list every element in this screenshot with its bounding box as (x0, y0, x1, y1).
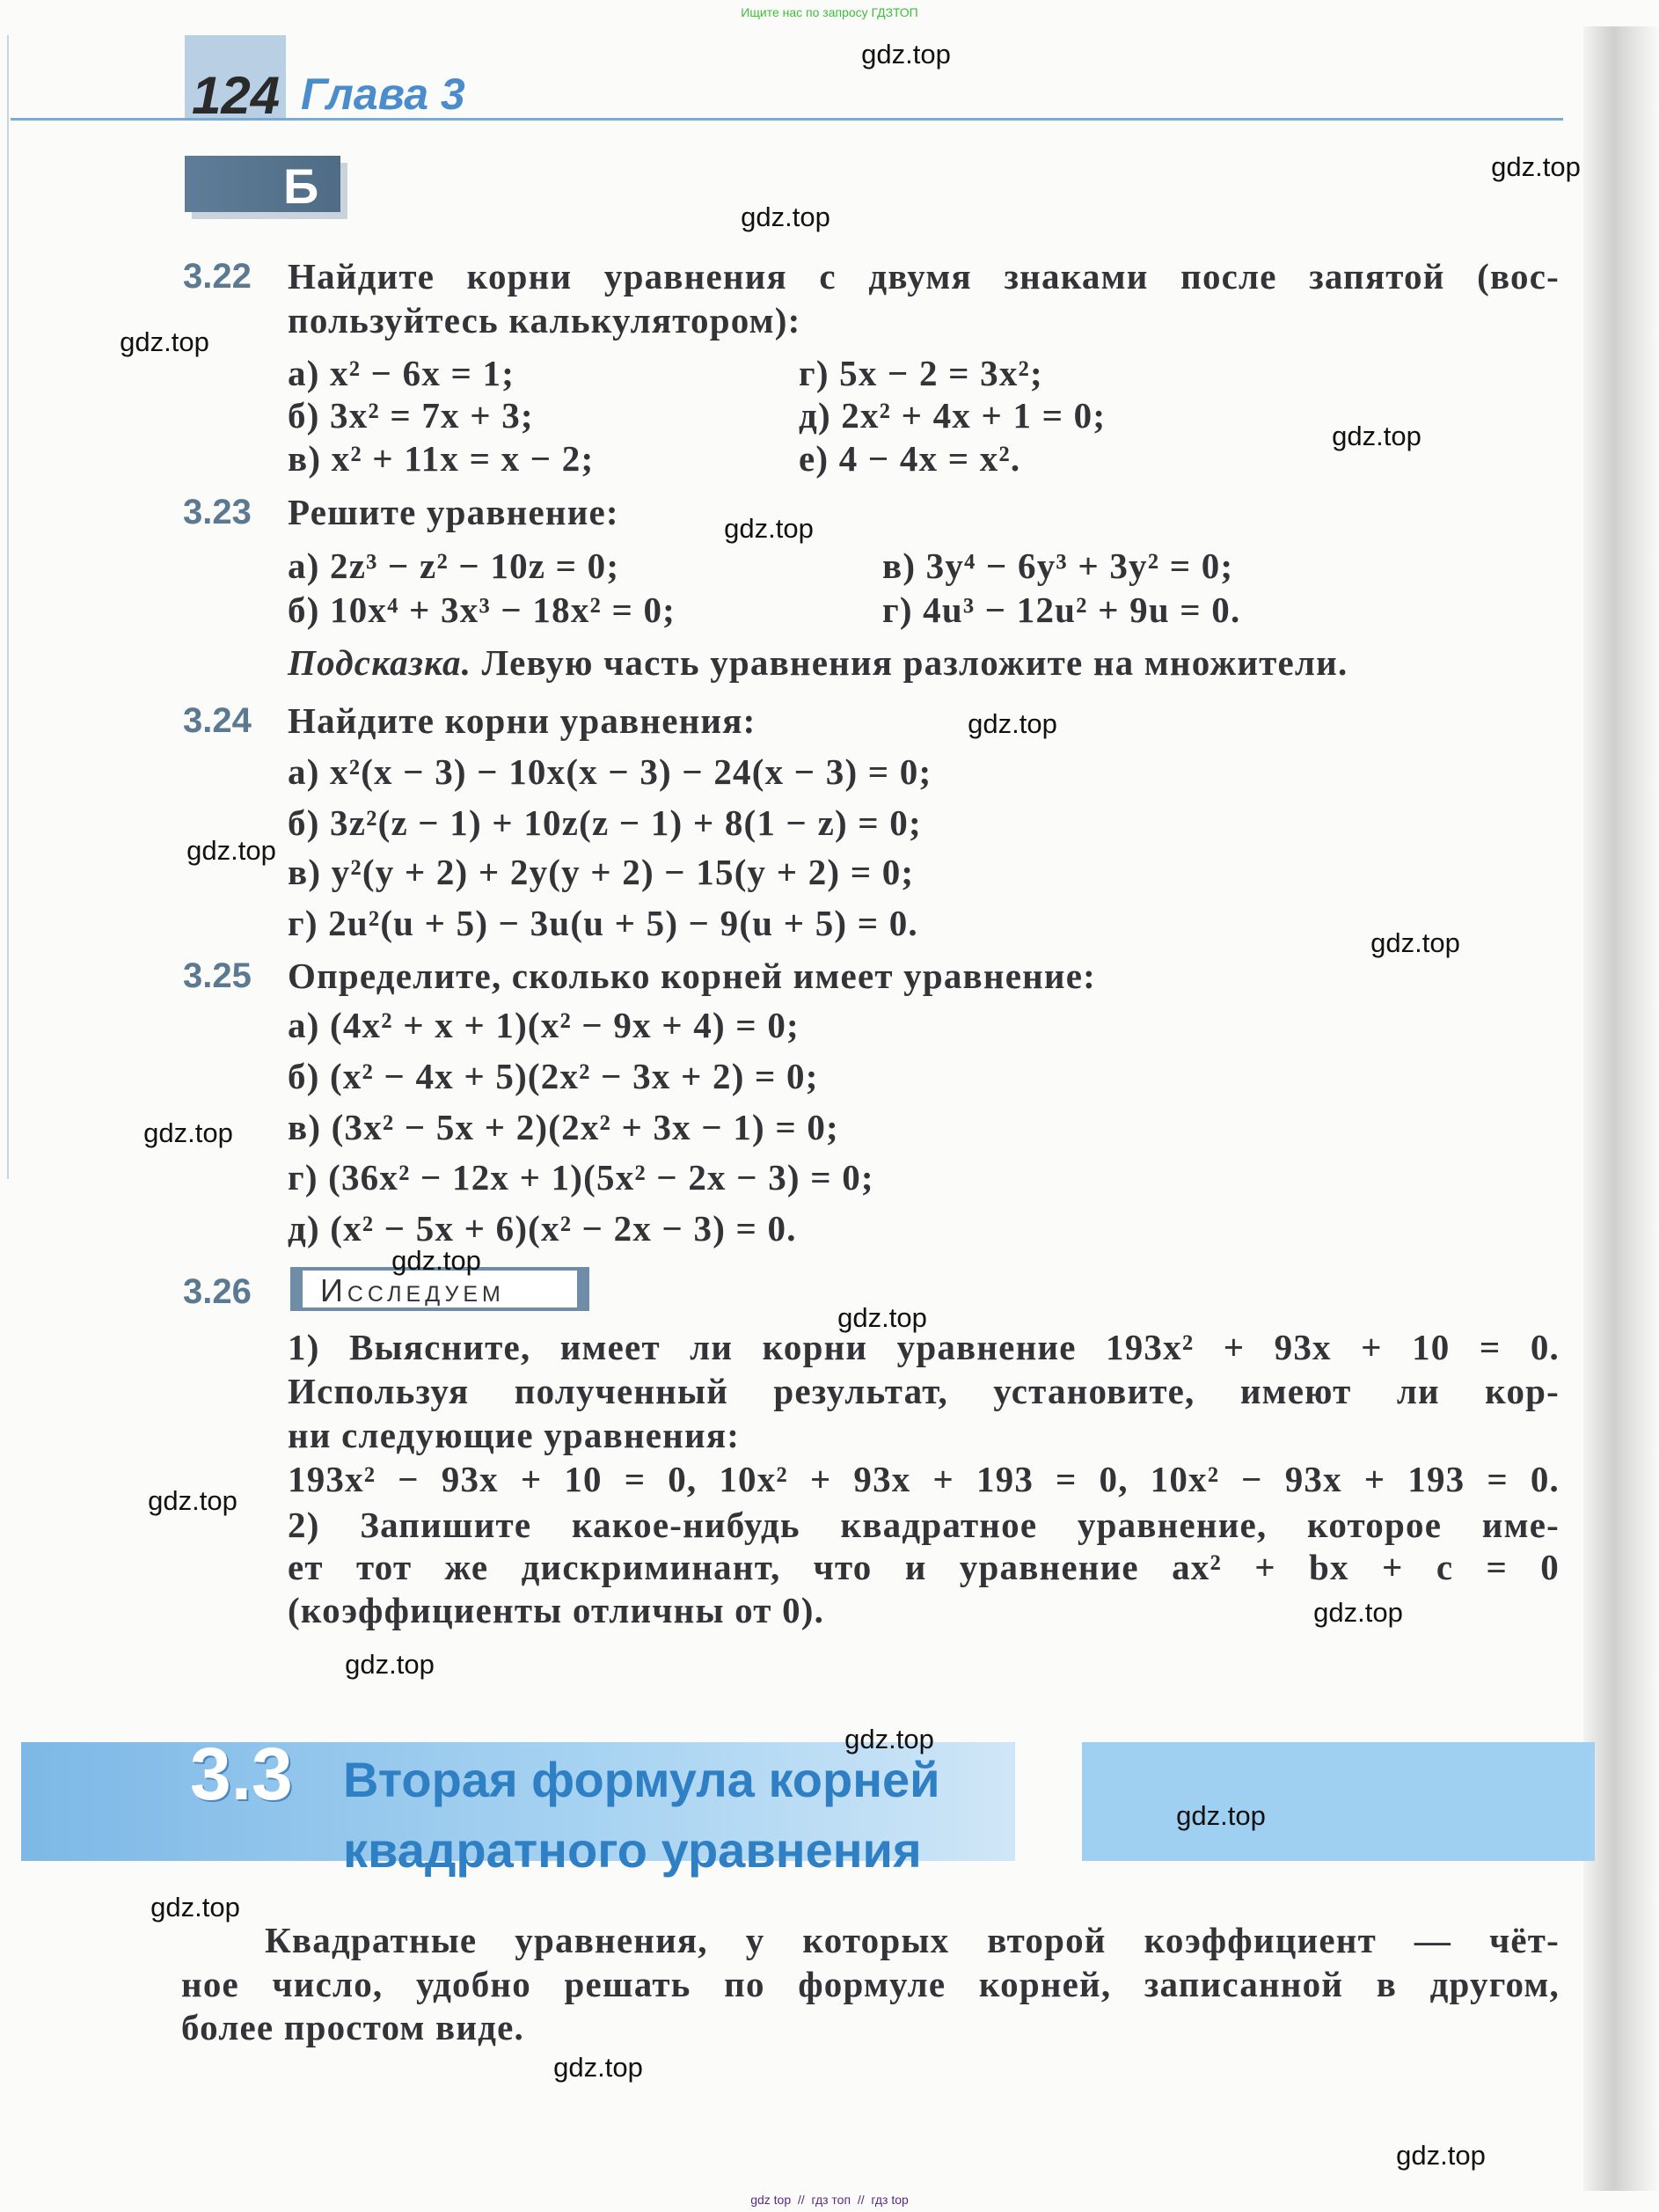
exercise-number: 3.26 (183, 1272, 252, 1311)
exercise-text: Найдите корни уравнения: (288, 700, 756, 741)
equation-item: в) (3x² − 5x + 2)(2x² + 3x − 1) = 0; (288, 1107, 839, 1147)
equation-item: б) (x² − 4x + 5)(2x² − 3x + 2) = 0; (288, 1056, 819, 1096)
equation-item: б) 10x⁴ + 3x³ − 18x² = 0; (288, 590, 676, 630)
equation-item: г) 2u²(u + 5) − 3u(u + 5) − 9(u + 5) = 0. (288, 903, 918, 943)
body-text: ное число, удобно решать по формуле корней, записанной в другом, (181, 1964, 1560, 2004)
watermark: gdz.top (553, 2052, 643, 2083)
exercise-text: 193x² − 93x + 10 = 0, 10x² + 93x + 193 = 0, 10x² − 93x + 193 = 0. (288, 1459, 1560, 1499)
equation-item: в) y²(y + 2) + 2y(y + 2) − 15(y + 2) = 0; (288, 852, 915, 892)
watermark: gdz.top (1396, 2140, 1486, 2171)
equation-item: а) (4x² + x + 1)(x² − 9x + 4) = 0; (288, 1005, 800, 1045)
watermark: gdz.top (150, 1892, 240, 1923)
equation-item: а) x² − 6x = 1; (288, 353, 515, 393)
equation-item: г) 5x − 2 = 3x²; (799, 353, 1043, 393)
exercise-text: Определите, сколько корней имеет уравнение: (288, 956, 1097, 996)
left-margin-line (7, 35, 9, 1179)
exercise-number: 3.23 (183, 493, 252, 531)
watermark: gdz.top (861, 39, 951, 70)
level-badge (185, 156, 340, 212)
exercise-text: пользуйтесь калькулятором): (288, 300, 801, 341)
bottom-banner[interactable]: gdz top // гдз топ // гдз top (750, 2193, 909, 2207)
equation-item: в) 3y⁴ − 6y³ + 3y² = 0; (882, 546, 1234, 586)
right-page-shadow (1583, 26, 1659, 2191)
equation-item: д) 2x² + 4x + 1 = 0; (799, 395, 1107, 436)
section-title-line1: Вторая формула корней (343, 1752, 940, 1807)
chapter-title: Глава 3 (301, 70, 465, 119)
exercise-number: 3.25 (183, 956, 252, 995)
watermark: gdz.top (143, 1117, 233, 1148)
watermark: gdz.top (345, 1649, 435, 1680)
watermark: gdz.top (148, 1485, 238, 1516)
exercise-text: 1) Выясните, имеет ли корни уравнение 193x² + 93x + 10 = 0. (288, 1327, 1560, 1367)
exercise-number: 3.22 (183, 257, 252, 296)
equation-item: е) 4 − 4x = x². (799, 438, 1021, 479)
exercise-text: 2) Запишите какое-нибудь квадратное уравнение, которое име- (288, 1505, 1560, 1545)
watermark: gdz.top (844, 1724, 934, 1754)
watermark: gdz.top (1332, 421, 1421, 451)
exercise-text: (коэффициенты отличны от 0). (288, 1590, 825, 1630)
watermark: gdz.top (1176, 1800, 1266, 1831)
equation-item: г) 4u³ − 12u² + 9u = 0. (882, 590, 1241, 630)
exercise-number: 3.24 (183, 701, 252, 740)
hint-label: Подсказка. (288, 642, 472, 683)
watermark: gdz.top (1491, 151, 1581, 182)
watermark: gdz.top (391, 1245, 481, 1276)
watermark: gdz.top (724, 513, 814, 544)
exercise-text: ет тот же дискриминант, что и уравнение ax² + bx + c = 0 (288, 1547, 1560, 1587)
watermark: gdz.top (837, 1302, 927, 1333)
equation-item: в) x² + 11x = x − 2; (288, 438, 595, 479)
exercise-text: Найдите корни уравнения с двумя знаками после запятой (вос- (288, 256, 1560, 297)
equation-item: а) x²(x − 3) − 10x(x − 3) − 24(x − 3) = 0; (288, 751, 932, 792)
hint-text: Левую часть уравнения разложите на множители. (481, 642, 1348, 683)
watermark: gdz.top (1313, 1597, 1403, 1628)
watermark: gdz.top (120, 326, 209, 357)
body-text: Квадратные уравнения, у которых второй коэффициент — чёт- (265, 1920, 1560, 1960)
top-banner[interactable]: Ищите нас по запросу ГДЗТОП (741, 5, 918, 19)
body-text: более простом виде. (181, 2007, 524, 2047)
level-badge-label: Б (283, 158, 319, 214)
equation-item: б) 3z²(z − 1) + 10z(z − 1) + 8(1 − z) = 0; (288, 802, 922, 843)
exercise-text: Решите уравнение: (288, 492, 619, 532)
equation-item: д) (x² − 5x + 6)(x² − 2x − 3) = 0. (288, 1208, 797, 1249)
watermark: gdz.top (741, 201, 830, 232)
section-number: 3.3 (190, 1732, 293, 1815)
page-number: 124 (192, 66, 281, 125)
equation-item: г) (36x² − 12x + 1)(5x² − 2x − 3) = 0; (288, 1157, 874, 1198)
section-band-right (1082, 1742, 1595, 1861)
watermark: gdz.top (186, 835, 276, 866)
hint (288, 641, 1348, 684)
equation-item: б) 3x² = 7x + 3; (288, 395, 534, 436)
section-title-line2: квадратного уравнения (343, 1822, 922, 1878)
exercise-text: Используя полученный результат, установите, имеют ли кор- (288, 1371, 1560, 1411)
watermark: gdz.top (1370, 927, 1460, 958)
exercise-text: ни следующие уравнения: (288, 1415, 741, 1455)
research-tag-label: Исследуем (320, 1272, 505, 1308)
watermark: gdz.top (968, 708, 1057, 739)
equation-item: а) 2z³ − z² − 10z = 0; (288, 546, 620, 586)
